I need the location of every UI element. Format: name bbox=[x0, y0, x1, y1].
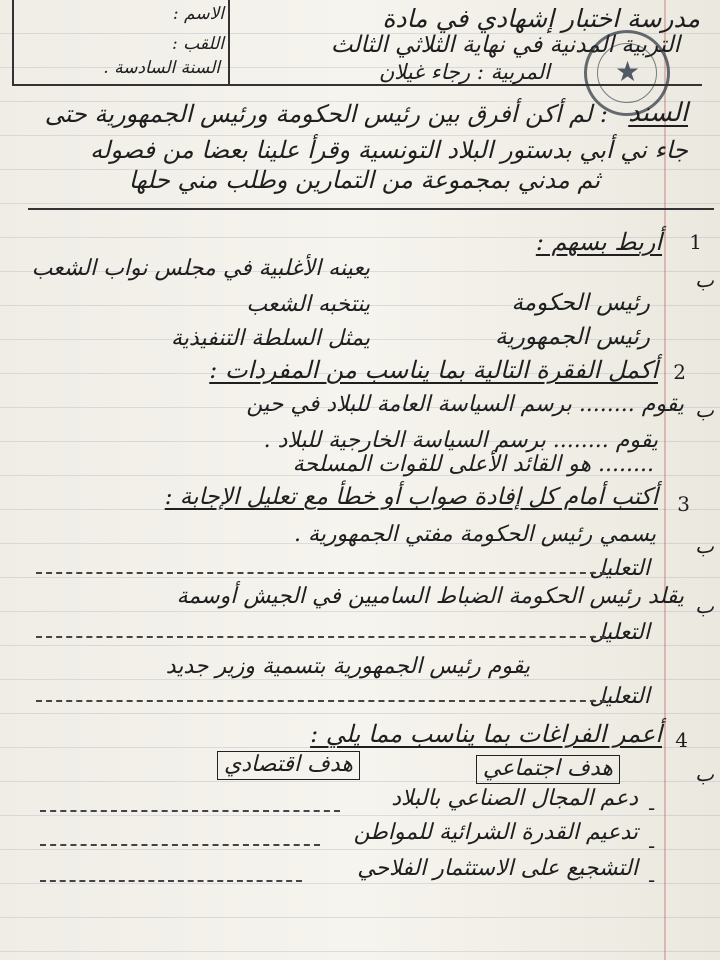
q2-line-3: ........ هو القائد الأعلى للقوات المسلحة bbox=[292, 452, 654, 477]
section-divider bbox=[28, 208, 714, 210]
q3-mark-2: ب bbox=[695, 594, 714, 618]
q3-answer-line-2[interactable] bbox=[36, 636, 606, 638]
q4-mark: ب bbox=[695, 762, 714, 786]
q3-statement-1: يسمي رئيس الحكومة مفتي الجمهورية . bbox=[294, 522, 656, 547]
q4-answer-line-2[interactable] bbox=[40, 844, 320, 846]
q4-bullet-3: - bbox=[648, 868, 656, 892]
q1-number: 1 bbox=[689, 230, 702, 254]
q2-line-1: يقوم ........ برسم السياسة العامة للبلاد في حين bbox=[246, 392, 684, 417]
class-label: السنة السادسة . bbox=[103, 58, 220, 78]
q3-justify-2: التعليل bbox=[589, 620, 650, 645]
q4-option-social: هدف اجتماعي bbox=[476, 756, 620, 781]
q2-mark: ب bbox=[695, 398, 714, 422]
q1-instruction: أربط بسهم : bbox=[535, 228, 662, 256]
q4-instruction: أعمر الفراغات بما يناسب مما يلي : bbox=[310, 720, 662, 748]
q1-mark: ب bbox=[695, 268, 714, 292]
text-line-1: : لم أكن أفرق بين رئيس الحكومة ورئيس الجمهورية حتى bbox=[44, 100, 608, 128]
q1-right-item-2: رئيس الجمهورية bbox=[495, 324, 650, 350]
q3-answer-line-1[interactable] bbox=[36, 572, 606, 574]
q4-item-3: التشجيع على الاستثمار الفلاحي bbox=[357, 856, 638, 881]
q4-item-1: دعم المجال الصناعي بالبلاد bbox=[391, 786, 638, 811]
q2-number: 2 bbox=[673, 360, 686, 384]
text-line-2: جاء ني أبي بدستور البلاد التونسية وقرأ علينا بعضا من فصوله bbox=[90, 136, 688, 164]
q3-mark-1: ب bbox=[695, 534, 714, 558]
header-left-border bbox=[12, 0, 14, 84]
q2-instruction: أكمل الفقرة التالية بما يناسب من المفردات : bbox=[209, 356, 658, 384]
q4-answer-line-3[interactable] bbox=[40, 880, 302, 882]
q1-left-item-1: يعينه الأغلبية في مجلس نواب الشعب bbox=[31, 256, 370, 281]
q2-line-2: يقوم ........ برسم السياسة الخارجية للبلاد . bbox=[263, 428, 658, 453]
q4-item-2: تدعيم القدرة الشرائية للمواطن bbox=[353, 820, 638, 845]
q1-left-item-2: ينتخبه الشعب bbox=[246, 292, 370, 317]
name-label: الاسم : bbox=[172, 4, 224, 24]
q1-left-item-3: يمثل السلطة التنفيذية bbox=[170, 326, 370, 351]
q4-number: 4 bbox=[675, 728, 688, 752]
q4-bullet-2: - bbox=[648, 834, 656, 858]
q3-justify-3: التعليل bbox=[589, 684, 650, 709]
surname-label: اللقب : bbox=[172, 34, 224, 54]
text-line-3: ثم مدني بمجموعة من التمارين وطلب مني حلها bbox=[128, 166, 600, 194]
q1-right-item-1: رئيس الحكومة bbox=[511, 290, 650, 316]
teacher-line: المربية : رجاء غيلان bbox=[378, 60, 550, 84]
text-section-label: السند bbox=[628, 98, 688, 128]
q3-statement-3: يقوم رئيس الجمهورية بتسمية وزير جديد bbox=[165, 654, 530, 679]
q4-answer-line-1[interactable] bbox=[40, 810, 340, 812]
school-stamp: ★ bbox=[584, 30, 670, 116]
q3-instruction: أكتب أمام كل إفادة صواب أو خطأ مع تعليل الإجابة : bbox=[164, 484, 658, 510]
q3-number: 3 bbox=[677, 492, 690, 516]
q4-option-economic: هدف اقتصادي bbox=[217, 752, 360, 777]
q3-justify-1: التعليل bbox=[589, 556, 650, 581]
q3-answer-line-3[interactable] bbox=[36, 700, 606, 702]
subject-line: التربية المدنية في نهاية الثلاثي الثالث bbox=[330, 32, 680, 58]
q4-bullet-1: - bbox=[648, 796, 656, 820]
q3-statement-2: يقلد رئيس الحكومة الضباط الساميين في الجيش أوسمة bbox=[176, 584, 684, 609]
header-divider bbox=[228, 0, 230, 84]
school-line: مدرسة اختبار إشهادي في مادة bbox=[382, 4, 700, 33]
